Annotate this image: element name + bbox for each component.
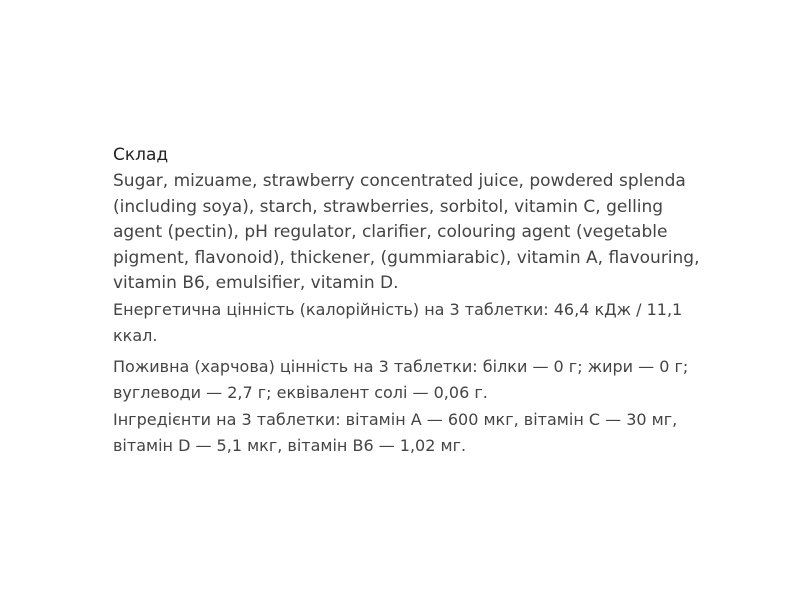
- composition-text: Sugar, mizuame, strawberry concentrated juice, powdered splenda (including soya), starch, strawberries, sorbitol, vitamin C, gelling agent (pectin), pH regulator, clarifier, colouring agent (vegetable pigment, flavonoid), thickener, (gummiarabic), vitamin A, flavouring, vitamin B6, emulsifier, vitamin D.: [113, 171, 700, 293]
- energy-value-text: Енергетична цінність (калорійність) на 3 таблетки: 46,4 кДж / 11,1 ккал.: [113, 299, 683, 345]
- product-description: [113, 143, 713, 460]
- nutrition-value-text: Поживна (харчова) цінність на 3 таблетки: білки — 0 г; жири — 0 г; вуглеводи — 2,7 г; еквівалент солі — 0,06 г.: [113, 356, 689, 402]
- ingredients-text: Інгредієнти на 3 таблетки: вітамін А — 600 мкг, вітамін С — 30 мг, вітамін D — 5,1 мкг, вітамін В6 — 1,02 мг.: [113, 409, 678, 455]
- composition-title: Склад: [113, 145, 169, 165]
